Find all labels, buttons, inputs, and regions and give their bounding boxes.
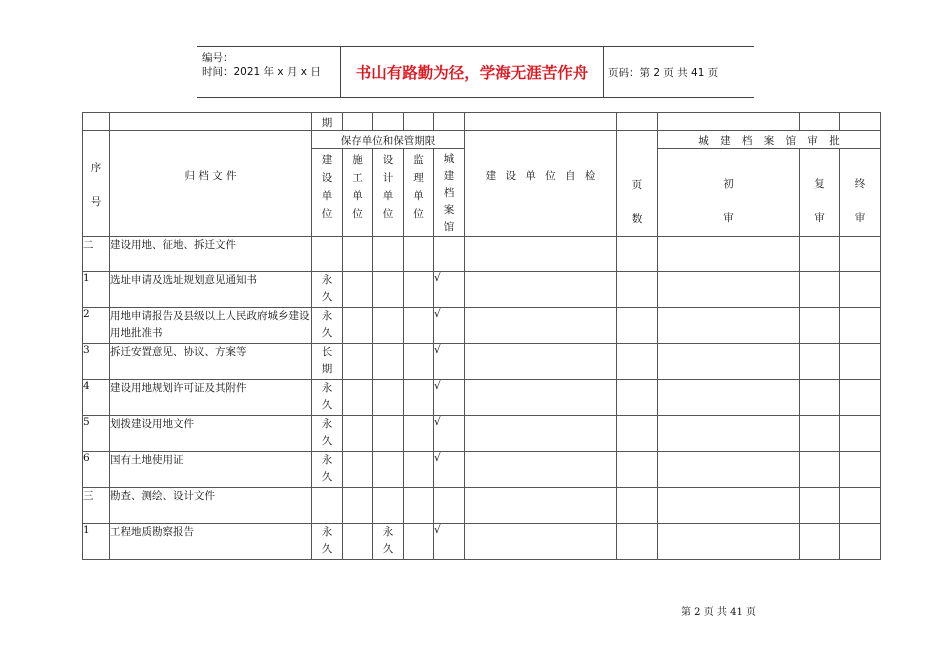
table-cell bbox=[800, 344, 840, 380]
header-char: 位 bbox=[382, 208, 394, 220]
header-char: 初 bbox=[723, 178, 734, 190]
keep-design-cell bbox=[373, 488, 404, 524]
table-cell bbox=[658, 416, 800, 452]
table-cell bbox=[658, 380, 800, 416]
table-cell bbox=[404, 113, 434, 131]
table-cell bbox=[658, 237, 800, 272]
header-char: 监 bbox=[413, 154, 424, 166]
header-char: 施 bbox=[352, 154, 363, 166]
archive-table bbox=[82, 112, 881, 560]
self-check-text: 建 设 单 位 自 检 bbox=[485, 170, 596, 182]
row-number: 2 bbox=[83, 308, 110, 344]
table-cell bbox=[840, 452, 881, 488]
row-number: 二 bbox=[83, 237, 110, 272]
keep-design-cell bbox=[373, 344, 404, 380]
doc-number-label: 编号： bbox=[202, 52, 234, 64]
table-cell bbox=[800, 113, 840, 131]
table-cell bbox=[658, 308, 800, 344]
keep-term: 永久 bbox=[321, 382, 333, 411]
table-cell bbox=[404, 416, 434, 452]
table-cell bbox=[404, 344, 434, 380]
keep-construction-cell bbox=[312, 272, 343, 308]
table-cell bbox=[465, 272, 617, 308]
table-cell bbox=[617, 524, 658, 560]
keep-design-cell bbox=[373, 380, 404, 416]
table-row bbox=[83, 488, 881, 524]
docs-header bbox=[110, 131, 312, 237]
row-number: 三 bbox=[83, 488, 110, 524]
seq-header-char: 序 bbox=[90, 162, 102, 174]
table-cell bbox=[840, 113, 881, 131]
header-char: 工 bbox=[352, 172, 363, 184]
table-cell bbox=[343, 488, 373, 524]
header-char: 单 bbox=[413, 190, 424, 202]
keep-construction-cell bbox=[312, 416, 343, 452]
table-cell bbox=[343, 308, 373, 344]
top-fragment-cell: 期 bbox=[312, 113, 343, 131]
table-cell bbox=[373, 113, 404, 131]
keep-col-design bbox=[373, 149, 404, 237]
table-cell bbox=[840, 416, 881, 452]
table-cell bbox=[800, 416, 840, 452]
table-cell bbox=[800, 308, 840, 344]
row-number: 3 bbox=[83, 344, 110, 380]
table-cell bbox=[404, 452, 434, 488]
second-review-header bbox=[800, 149, 840, 237]
header-char: 单 bbox=[352, 190, 363, 202]
header-char: 审 bbox=[814, 212, 825, 224]
table-cell bbox=[343, 524, 373, 560]
row-title: 建设用地、征地、拆迁文件 bbox=[110, 237, 312, 272]
table-row bbox=[83, 452, 881, 488]
table-cell bbox=[617, 344, 658, 380]
table-cell bbox=[404, 272, 434, 308]
row-title: 建设用地规划许可证及其附件 bbox=[110, 380, 312, 416]
table-cell bbox=[404, 524, 434, 560]
table-cell bbox=[465, 488, 617, 524]
header-char: 建 bbox=[443, 170, 455, 182]
table-cell bbox=[617, 308, 658, 344]
table-row bbox=[83, 416, 881, 452]
archive-check-cell bbox=[434, 237, 465, 272]
table-cell bbox=[434, 113, 465, 131]
archive-check-cell: √ bbox=[434, 308, 465, 344]
keep-col-supervision bbox=[404, 149, 434, 237]
keep-construction-cell bbox=[312, 308, 343, 344]
table-cell bbox=[658, 488, 800, 524]
header-char: 案 bbox=[443, 204, 455, 216]
keep-term: 永久 bbox=[382, 526, 394, 555]
pages-header bbox=[617, 131, 658, 237]
pages-header-char: 页 bbox=[631, 179, 643, 191]
table-cell bbox=[800, 272, 840, 308]
table-cell bbox=[465, 452, 617, 488]
table-cell bbox=[465, 113, 617, 131]
header-char: 档 bbox=[443, 187, 455, 199]
table-header-row bbox=[83, 131, 881, 149]
table-cell bbox=[617, 416, 658, 452]
table-cell bbox=[617, 380, 658, 416]
keep-construction-cell bbox=[312, 380, 343, 416]
pages-header-char: 数 bbox=[631, 213, 643, 225]
seq-header bbox=[83, 131, 110, 237]
table-cell bbox=[800, 452, 840, 488]
table-cell bbox=[404, 488, 434, 524]
table-cell bbox=[658, 272, 800, 308]
keep-group-header: 保存单位和保管期限 bbox=[312, 131, 465, 149]
keep-term: 永久 bbox=[321, 526, 333, 555]
keep-term: 永久 bbox=[321, 310, 333, 339]
table-row bbox=[83, 272, 881, 308]
row-number: 1 bbox=[83, 524, 110, 560]
table-cell bbox=[465, 416, 617, 452]
keep-design-cell bbox=[373, 308, 404, 344]
table-cell bbox=[800, 524, 840, 560]
header-motto: 书山有路勤为径，学海无涯苦作舟 bbox=[340, 47, 604, 97]
table-cell bbox=[840, 488, 881, 524]
table-cell bbox=[840, 524, 881, 560]
table-cell bbox=[658, 113, 800, 131]
table-cell bbox=[658, 524, 800, 560]
table-row bbox=[83, 524, 881, 560]
table-row bbox=[83, 344, 881, 380]
page-header bbox=[197, 46, 754, 98]
row-number: 4 bbox=[83, 380, 110, 416]
final-review-header bbox=[840, 149, 881, 237]
header-char: 单 bbox=[321, 190, 333, 202]
keep-design-cell bbox=[373, 524, 404, 560]
keep-construction-cell bbox=[312, 488, 343, 524]
header-char: 审 bbox=[854, 212, 866, 224]
table-cell bbox=[658, 452, 800, 488]
table-cell bbox=[343, 416, 373, 452]
table-cell bbox=[343, 237, 373, 272]
doc-time-label: 时间：2021 年 x 月 x 日 bbox=[202, 66, 321, 78]
table-cell bbox=[800, 237, 840, 272]
table-cell bbox=[343, 113, 373, 131]
archive-check-cell: √ bbox=[434, 380, 465, 416]
approval-header: 城 建 档 案 馆 审 批 bbox=[658, 131, 881, 149]
keep-col-construction bbox=[312, 149, 343, 237]
row-title: 工程地质勘察报告 bbox=[110, 524, 312, 560]
table-row bbox=[83, 380, 881, 416]
header-char: 终 bbox=[854, 178, 866, 190]
header-char: 设 bbox=[382, 154, 394, 166]
header-char: 馆 bbox=[443, 221, 455, 233]
keep-term: 永久 bbox=[321, 418, 333, 447]
table-cell bbox=[617, 488, 658, 524]
header-char: 设 bbox=[321, 172, 333, 184]
keep-design-cell bbox=[373, 416, 404, 452]
keep-design-cell bbox=[373, 237, 404, 272]
table-cell bbox=[343, 344, 373, 380]
header-char: 位 bbox=[321, 208, 333, 220]
table-cell bbox=[617, 113, 658, 131]
header-char: 计 bbox=[382, 172, 394, 184]
keep-construction-cell bbox=[312, 344, 343, 380]
keep-construction-cell bbox=[312, 452, 343, 488]
keep-design-cell bbox=[373, 272, 404, 308]
header-page-label: 页码：第 2 页 共 41 页 bbox=[608, 66, 719, 79]
row-title: 勘查、测绘、设计文件 bbox=[110, 488, 312, 524]
header-meta bbox=[202, 51, 321, 79]
seq-header-char: 号 bbox=[90, 196, 102, 208]
table-cell bbox=[658, 344, 800, 380]
row-number: 6 bbox=[83, 452, 110, 488]
table-cell bbox=[465, 380, 617, 416]
row-number: 1 bbox=[83, 272, 110, 308]
table-row bbox=[83, 308, 881, 344]
archive-check-cell: √ bbox=[434, 272, 465, 308]
header-char: 审 bbox=[723, 212, 734, 224]
header-char: 建 bbox=[321, 154, 333, 166]
row-title: 选址申请及选址规划意见通知书 bbox=[110, 272, 312, 308]
header-char: 位 bbox=[352, 208, 363, 220]
table-cell bbox=[840, 344, 881, 380]
header-char: 城 bbox=[443, 153, 455, 165]
table-cell bbox=[404, 237, 434, 272]
table-cell bbox=[840, 308, 881, 344]
keep-construction-cell bbox=[312, 524, 343, 560]
table-cell bbox=[343, 272, 373, 308]
table-row bbox=[83, 237, 881, 272]
keep-term: 永久 bbox=[321, 274, 333, 303]
table-cell bbox=[83, 113, 110, 131]
table-cell bbox=[800, 380, 840, 416]
table-cell bbox=[465, 344, 617, 380]
table-cell bbox=[465, 308, 617, 344]
row-title: 划拨建设用地文件 bbox=[110, 416, 312, 452]
archive-check-cell: √ bbox=[434, 344, 465, 380]
header-char: 位 bbox=[413, 208, 424, 220]
table-cell bbox=[465, 524, 617, 560]
self-check-header bbox=[465, 131, 617, 237]
keep-col-archive bbox=[434, 149, 465, 237]
table-cell bbox=[840, 272, 881, 308]
header-char: 单 bbox=[382, 190, 394, 202]
keep-term: 长期 bbox=[321, 346, 333, 375]
table-cell bbox=[800, 488, 840, 524]
keep-construction-cell bbox=[312, 237, 343, 272]
table-cell bbox=[404, 308, 434, 344]
keep-col-contractor bbox=[343, 149, 373, 237]
table-cell bbox=[343, 380, 373, 416]
table-cell bbox=[404, 380, 434, 416]
table-cell bbox=[465, 237, 617, 272]
docs-header-text: 归 档 文 件 bbox=[184, 170, 237, 182]
archive-check-cell bbox=[434, 488, 465, 524]
header-char: 复 bbox=[814, 178, 825, 190]
archive-check-cell: √ bbox=[434, 452, 465, 488]
header-char: 理 bbox=[413, 172, 424, 184]
first-review-header bbox=[658, 149, 800, 237]
archive-check-cell: √ bbox=[434, 416, 465, 452]
keep-term: 永久 bbox=[321, 454, 333, 483]
table-cell bbox=[343, 452, 373, 488]
keep-design-cell bbox=[373, 452, 404, 488]
archive-check-cell: √ bbox=[434, 524, 465, 560]
table-row-top bbox=[83, 113, 881, 131]
row-title: 用地申请报告及县级以上人民政府城乡建设用地批准书 bbox=[110, 308, 312, 344]
table-cell bbox=[617, 237, 658, 272]
row-title: 国有土地使用证 bbox=[110, 452, 312, 488]
table-cell bbox=[840, 380, 881, 416]
table-cell bbox=[617, 452, 658, 488]
row-number: 5 bbox=[83, 416, 110, 452]
row-title: 拆迁安置意见、协议、方案等 bbox=[110, 344, 312, 380]
table-cell bbox=[110, 113, 312, 131]
page-footer: 第 2 页 共 41 页 bbox=[681, 607, 756, 618]
table-cell bbox=[617, 272, 658, 308]
table-cell bbox=[840, 237, 881, 272]
